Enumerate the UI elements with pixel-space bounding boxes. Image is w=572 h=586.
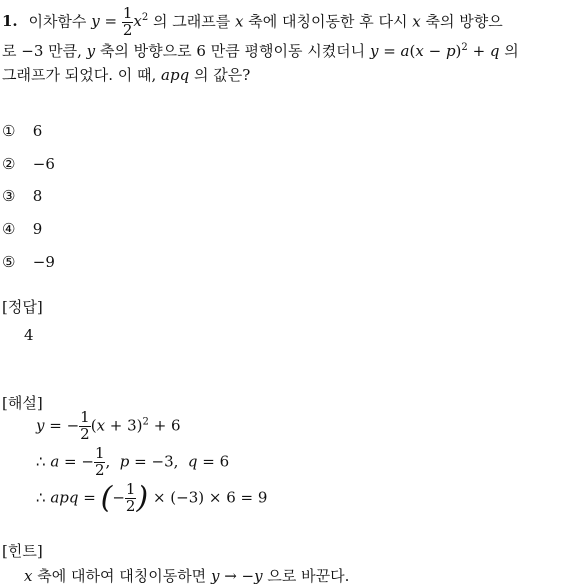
- choice-value: −9: [32, 253, 55, 271]
- choice-5[interactable]: [2, 253, 55, 271]
- question-text-5: 로 −3 만큼,: [2, 42, 82, 60]
- answer-label: [정답]: [2, 298, 43, 316]
- choice-value: −6: [32, 155, 55, 173]
- question-text-4: 축의 방향으: [425, 12, 503, 31]
- math-apq: apq: [161, 66, 190, 84]
- solution-line-1: y = − $\frac{1}{2}$ $(x + 3)^2 + 6$: [36, 408, 181, 443]
- question-text-1: 이차함수: [28, 12, 87, 31]
- solution-label: [해설]: [2, 394, 43, 412]
- choice-value: 6: [32, 122, 43, 140]
- question-text-2: 의 그래프를: [152, 12, 231, 31]
- math-x-1: x: [234, 12, 244, 31]
- question-line-3: [2, 64, 250, 85]
- choice-value: 9: [32, 220, 43, 238]
- hint-label: [힌트]: [2, 542, 43, 560]
- question-text-9: 의 값은?: [193, 66, 251, 84]
- choice-value: 8: [32, 187, 43, 205]
- math-y-eq-a-x-p: $y = a(x - p)^2 + q$: [369, 42, 500, 60]
- choice-marker: ①: [2, 122, 16, 140]
- choice-marker: ④: [2, 220, 16, 238]
- question-text-3: 축에 대칭이동한 후 다시: [248, 12, 408, 31]
- question-text-6: 축의 방향으로 6 만큼 평행이동 시켰더니: [99, 42, 366, 60]
- math-y-1: y: [86, 42, 96, 60]
- choice-2[interactable]: [2, 155, 55, 173]
- question-text-7: 의: [504, 42, 519, 60]
- hint-text-1: 축에 대하여 대칭이동하면: [37, 567, 207, 585]
- choice-marker: ③: [2, 187, 16, 205]
- choice-marker: ⑤: [2, 253, 16, 271]
- solution-line-3: ∴ apq = (− $\frac{1}{2}$ ) × (−3) × 6 = 9: [36, 480, 268, 516]
- hint-line: [24, 565, 349, 586]
- question-line-2: [2, 40, 519, 61]
- hint-text-2: 으로 바꾼다.: [267, 567, 350, 585]
- math-y-to-neg-y: y → −y: [210, 567, 263, 585]
- choice-4[interactable]: [2, 220, 42, 238]
- math-x-hint: x: [24, 567, 33, 585]
- question-text-8: 그래프가 되었다. 이 때,: [2, 66, 157, 84]
- math-x-2: x: [412, 12, 421, 31]
- solution-line-2: ∴ a = − $\frac{1}{2}$ , p = −3, q = 6: [36, 444, 230, 479]
- choice-marker: ②: [2, 155, 16, 173]
- question-number: 1.: [2, 12, 18, 31]
- math-y-eq-half-x2: y = $\frac{1}{2}$ $x^2$: [91, 4, 149, 39]
- choice-1[interactable]: [2, 122, 42, 140]
- choice-3[interactable]: [2, 187, 42, 205]
- answer-value: 4: [24, 326, 34, 344]
- question-line-1: [2, 6, 503, 39]
